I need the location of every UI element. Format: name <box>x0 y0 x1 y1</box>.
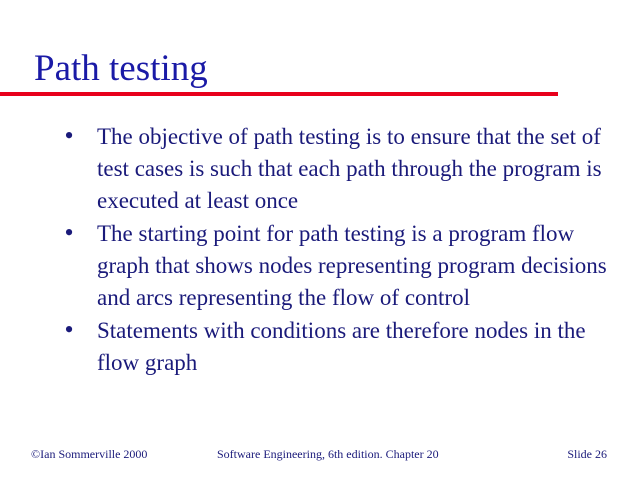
bullet-text: The objective of path testing is to ensure that the set of test cases is such that each path through the program is executed at least once <box>97 124 602 213</box>
bullet-item <box>55 121 615 217</box>
bullet-icon: • <box>64 121 74 150</box>
bullet-item <box>55 218 615 314</box>
slide-title: Path testing <box>34 48 208 89</box>
bullet-item <box>55 315 615 379</box>
bullet-text: Statements with conditions are therefore nodes in the flow graph <box>97 318 586 375</box>
footer-book-title: Software Engineering, 6th edition. Chapter 20 <box>217 447 439 461</box>
bullet-icon: • <box>64 218 74 247</box>
footer-slide-number: Slide 26 <box>567 447 607 461</box>
slide-footer <box>0 447 638 467</box>
bullet-icon: • <box>64 315 74 344</box>
bullet-text: The starting point for path testing is a program flow graph that shows nodes representing program decisions and arcs representing the flow of control <box>97 221 607 310</box>
title-underline <box>0 92 558 96</box>
footer-copyright: ©Ian Sommerville 2000 <box>31 447 148 461</box>
bullet-list <box>55 121 615 380</box>
